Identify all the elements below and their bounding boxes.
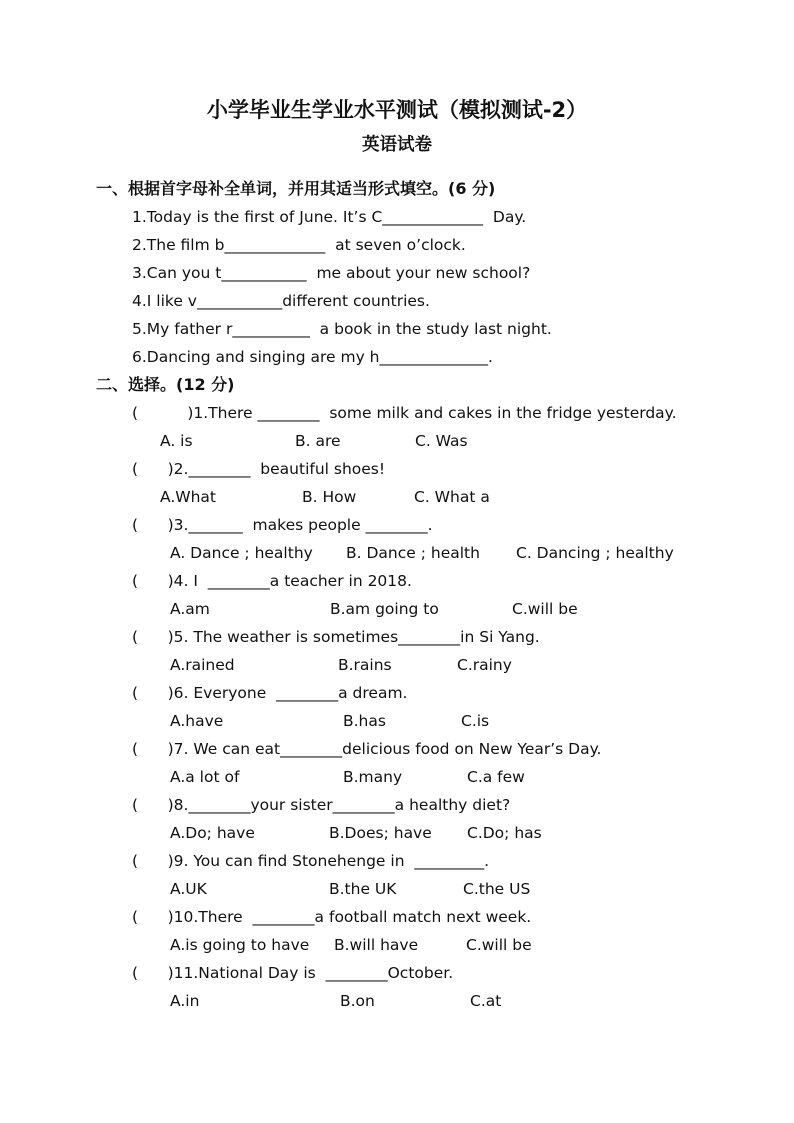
question-stem: ( )7. We can eat________delicious food on New Year’s Day.	[132, 740, 602, 758]
option-a: A.What	[160, 488, 216, 506]
option-b: B.the UK	[329, 880, 397, 898]
question-stem: ( )4. I ________a teacher in 2018.	[132, 572, 412, 590]
option-c: C.Do; has	[467, 824, 542, 842]
option-b: B. How	[302, 488, 357, 506]
question-stem: ( )8.________your sister________a healthy diet?	[132, 796, 511, 814]
option-c: C.will be	[466, 936, 532, 954]
option-a: A.a lot of	[170, 768, 240, 786]
option-a: A.am	[170, 600, 210, 618]
option-b: B.many	[343, 768, 403, 786]
question-stem: ( )5. The weather is sometimes________in Si Yang.	[132, 628, 540, 646]
fill-item: 6.Dancing and singing are my h______________.	[132, 348, 493, 366]
option-b: B. Dance ; health	[346, 544, 480, 562]
exam-subtitle: 英语试卷	[362, 135, 432, 155]
option-a: A.in	[170, 992, 200, 1010]
question-stem: ( )1.There ________ some milk and cakes in the fridge yesterday.	[132, 404, 677, 422]
option-c: C.rainy	[457, 656, 512, 674]
question-stem: ( )9. You can find Stonehenge in _________.	[132, 852, 490, 870]
option-a: A.rained	[170, 656, 235, 674]
option-b: B.Does; have	[329, 824, 432, 842]
fill-item: 5.My father r__________ a book in the study last night.	[132, 320, 552, 338]
option-a: A.UK	[170, 880, 207, 898]
option-b: B. are	[295, 432, 341, 450]
option-a: A.Do; have	[170, 824, 255, 842]
question-stem: ( )6. Everyone ________a dream.	[132, 684, 408, 702]
option-a: A. is	[160, 432, 193, 450]
option-b: B.rains	[338, 656, 392, 674]
option-a: A.have	[170, 712, 224, 730]
option-a: A. Dance ; healthy	[170, 544, 313, 562]
option-c: C.at	[470, 992, 502, 1010]
option-c: C.a few	[467, 768, 525, 786]
option-c: C.is	[461, 712, 490, 730]
fill-item: 2.The film b_____________ at seven o’clock.	[132, 236, 466, 254]
fill-item: 4.I like v___________different countries.	[132, 292, 430, 310]
option-b: B.on	[340, 992, 375, 1010]
question-stem: ( )3._______ makes people ________.	[132, 516, 433, 534]
question-stem: ( )2.________ beautiful shoes!	[132, 460, 386, 478]
option-b: B.has	[343, 712, 386, 730]
section-heading: 一、根据首字母补全单词，并用其适当形式填空。(6 分)	[96, 179, 496, 198]
option-c: C. What a	[414, 488, 490, 506]
option-c: C.the US	[463, 880, 531, 898]
exam-title: 小学毕业生学业水平测试（模拟测试-2）	[206, 98, 588, 122]
option-a: A.is going to have	[170, 936, 310, 954]
option-b: B.am going to	[330, 600, 439, 618]
fill-item: 3.Can you t___________ me about your new school?	[132, 264, 531, 282]
section-heading: 二、选择。(12 分)	[96, 375, 235, 394]
option-c: C.will be	[512, 600, 578, 618]
option-b: B.will have	[334, 936, 419, 954]
option-c: C. Was	[415, 432, 468, 450]
option-c: C. Dancing ; healthy	[516, 544, 674, 562]
question-stem: ( )11.National Day is ________October.	[132, 964, 454, 982]
fill-item: 1.Today is the first of June. It’s C_____________ Day.	[132, 208, 527, 226]
question-stem: ( )10.There ________a football match next week.	[132, 908, 532, 926]
